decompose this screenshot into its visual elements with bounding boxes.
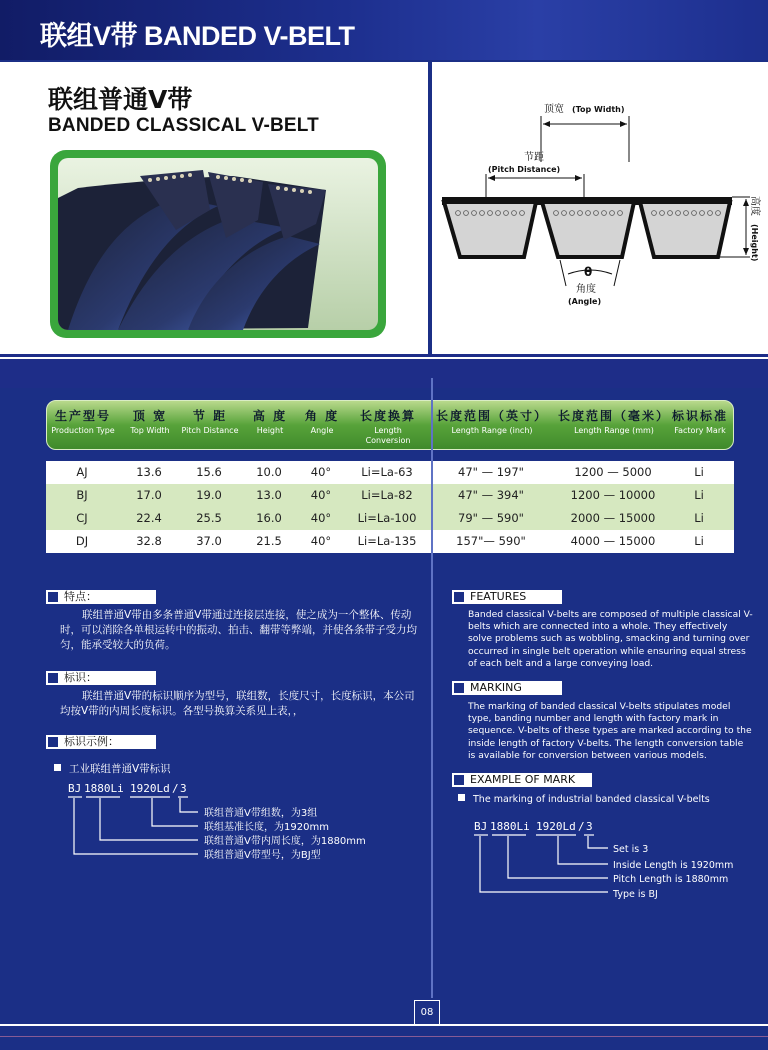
svg-text:Inside Length is 1920mm: Inside Length is 1920mm <box>613 860 734 871</box>
features-label-en: FEATURES <box>452 590 562 604</box>
svg-text:1920Ld: 1920Ld <box>130 782 170 795</box>
col-header-type: 生产型号 Production Type <box>51 409 115 435</box>
svg-text:/: / <box>578 820 585 833</box>
band-divider-line <box>0 357 768 359</box>
pitch-label-cn: 节距 <box>524 152 544 163</box>
table-row: AJ 13.6 15.6 10.0 40° Li=La-63 47" — 197" 1200 — 5000 Li <box>46 461 734 484</box>
belt-photo-image <box>58 158 378 330</box>
table-row: DJ 32.8 37.0 21.5 40° Li=La-135 157"— 590" 4000 — 15000 Li <box>46 530 734 553</box>
product-title-cn: 联组普通V带 <box>48 85 193 114</box>
table-row: BJ 17.0 19.0 13.0 40° Li=La-82 47" — 394" 1200 — 10000 Li <box>46 484 734 507</box>
pitch-label-en: (Pitch Distance) <box>488 165 561 174</box>
height-label-en: (Height) <box>750 224 759 262</box>
footer-line <box>0 1024 768 1026</box>
page-title: 联组V带 BANDED V-BELT <box>40 21 355 51</box>
svg-text:3: 3 <box>180 782 187 795</box>
mark-example-cn <box>60 778 400 864</box>
angle-symbol: θ <box>584 265 593 279</box>
table-row: CJ 22.4 25.5 16.0 40° Li=La-100 79" — 590" 2000 — 15000 Li <box>46 507 734 530</box>
col-header-pitch: 节 距 Pitch Distance <box>181 409 239 435</box>
section-band <box>0 354 768 388</box>
svg-text:1880Li: 1880Li <box>490 820 530 833</box>
features-label-cn: 特点： <box>46 590 156 604</box>
svg-text:3: 3 <box>586 820 593 833</box>
col-header-top-width: 顶 宽 Top Width <box>130 409 170 435</box>
svg-text:Pitch Length is 1880mm: Pitch Length is 1880mm <box>613 874 729 885</box>
top-width-label-cn: 顶宽 <box>544 104 564 115</box>
col-header-range-mm: 长度范围（毫米） Length Range (mm) <box>557 409 670 435</box>
marking-label-en: MARKING <box>452 681 562 695</box>
bullet-icon <box>458 794 465 801</box>
crop-mark-line <box>0 1036 768 1037</box>
column-divider <box>431 378 433 998</box>
angle-label-en: (Angle) <box>568 297 602 306</box>
svg-text:联组普通V带内周长度，为1880mm: 联组普通V带内周长度，为1880mm <box>204 836 366 847</box>
example-title-en: The marking of industrial banded classical V-belts <box>458 794 758 806</box>
height-label-cn: 高度 <box>749 196 760 216</box>
mark-example-en <box>468 812 758 902</box>
marking-text-cn: 联组普通V带的标识顺序为型号，联组数，长度尺寸，长度标识，本公司均按V带的内周长度标识。各型号换算关系见上表，， <box>60 690 415 717</box>
panel-divider <box>428 62 432 354</box>
angle-label-cn: 角度 <box>576 284 596 295</box>
header-bar <box>0 0 768 60</box>
product-title-en: BANDED CLASSICAL V-BELT <box>48 115 319 136</box>
example-label-cn: 标识示例： <box>46 735 156 749</box>
svg-text:BJ: BJ <box>68 782 82 795</box>
example-title-cn: 工业联组普通V带标识 <box>54 762 354 777</box>
svg-text:联组普通V带组数，为3组: 联组普通V带组数，为3组 <box>204 808 318 819</box>
features-text-en: Banded classical V-belts are composed of multiple classical V-belts which are connected into a whole. They effectively solve problems such as wobbling, smacking and turning over occurred in single belt operation while ensuring equal stress of each belt and a large conveying load. <box>468 609 753 669</box>
svg-text:联组基准长度，为1920mm: 联组基准长度，为1920mm <box>204 822 329 833</box>
spec-table-header <box>46 400 734 450</box>
page-number: 08 <box>414 1000 440 1026</box>
col-header-height: 高 度 Height <box>252 409 288 435</box>
svg-text:1880Li: 1880Li <box>84 782 124 795</box>
col-header-conversion: 长度换算 Length Conversion <box>359 409 416 445</box>
features-text-cn: 联组普通V带由多条普通V带通过连接层连接，使之成为一个整体、传动时，可以消除各单根运转中的振动、拍击、翻带等弊端，并使各条带子受力均匀，能承受较大的负荷。 <box>60 609 417 651</box>
belt-photo <box>50 150 386 338</box>
svg-text:BJ: BJ <box>474 820 488 833</box>
col-header-range-inch: 长度范围（英寸） Length Range (inch) <box>435 409 548 435</box>
col-header-mark: 标识标准 Factory Mark <box>671 409 728 435</box>
svg-text:1920Ld: 1920Ld <box>536 820 576 833</box>
cross-section-diagram <box>434 80 764 350</box>
bullet-icon <box>54 764 61 771</box>
col-header-angle: 角 度 Angle <box>304 409 340 435</box>
svg-text:联组普通V带型号，为BJ型: 联组普通V带型号，为BJ型 <box>204 850 321 861</box>
marking-label-cn: 标识： <box>46 671 156 685</box>
top-width-label-en: (Top Width) <box>572 105 625 114</box>
marking-text-en: The marking of banded classical V-belts stipulates model type, banding number and length with factory mark in sequence. V-belts of these types are marked according to the inside length of factory V-belts. The length conversion table is available for conversion between various models. <box>468 701 752 761</box>
spec-table-body <box>46 461 734 553</box>
svg-text:Set is 3: Set is 3 <box>613 844 649 855</box>
svg-text:/: / <box>172 782 179 795</box>
example-label-en: EXAMPLE OF MARK <box>452 773 592 787</box>
svg-text:Type is BJ: Type is BJ <box>613 889 658 900</box>
